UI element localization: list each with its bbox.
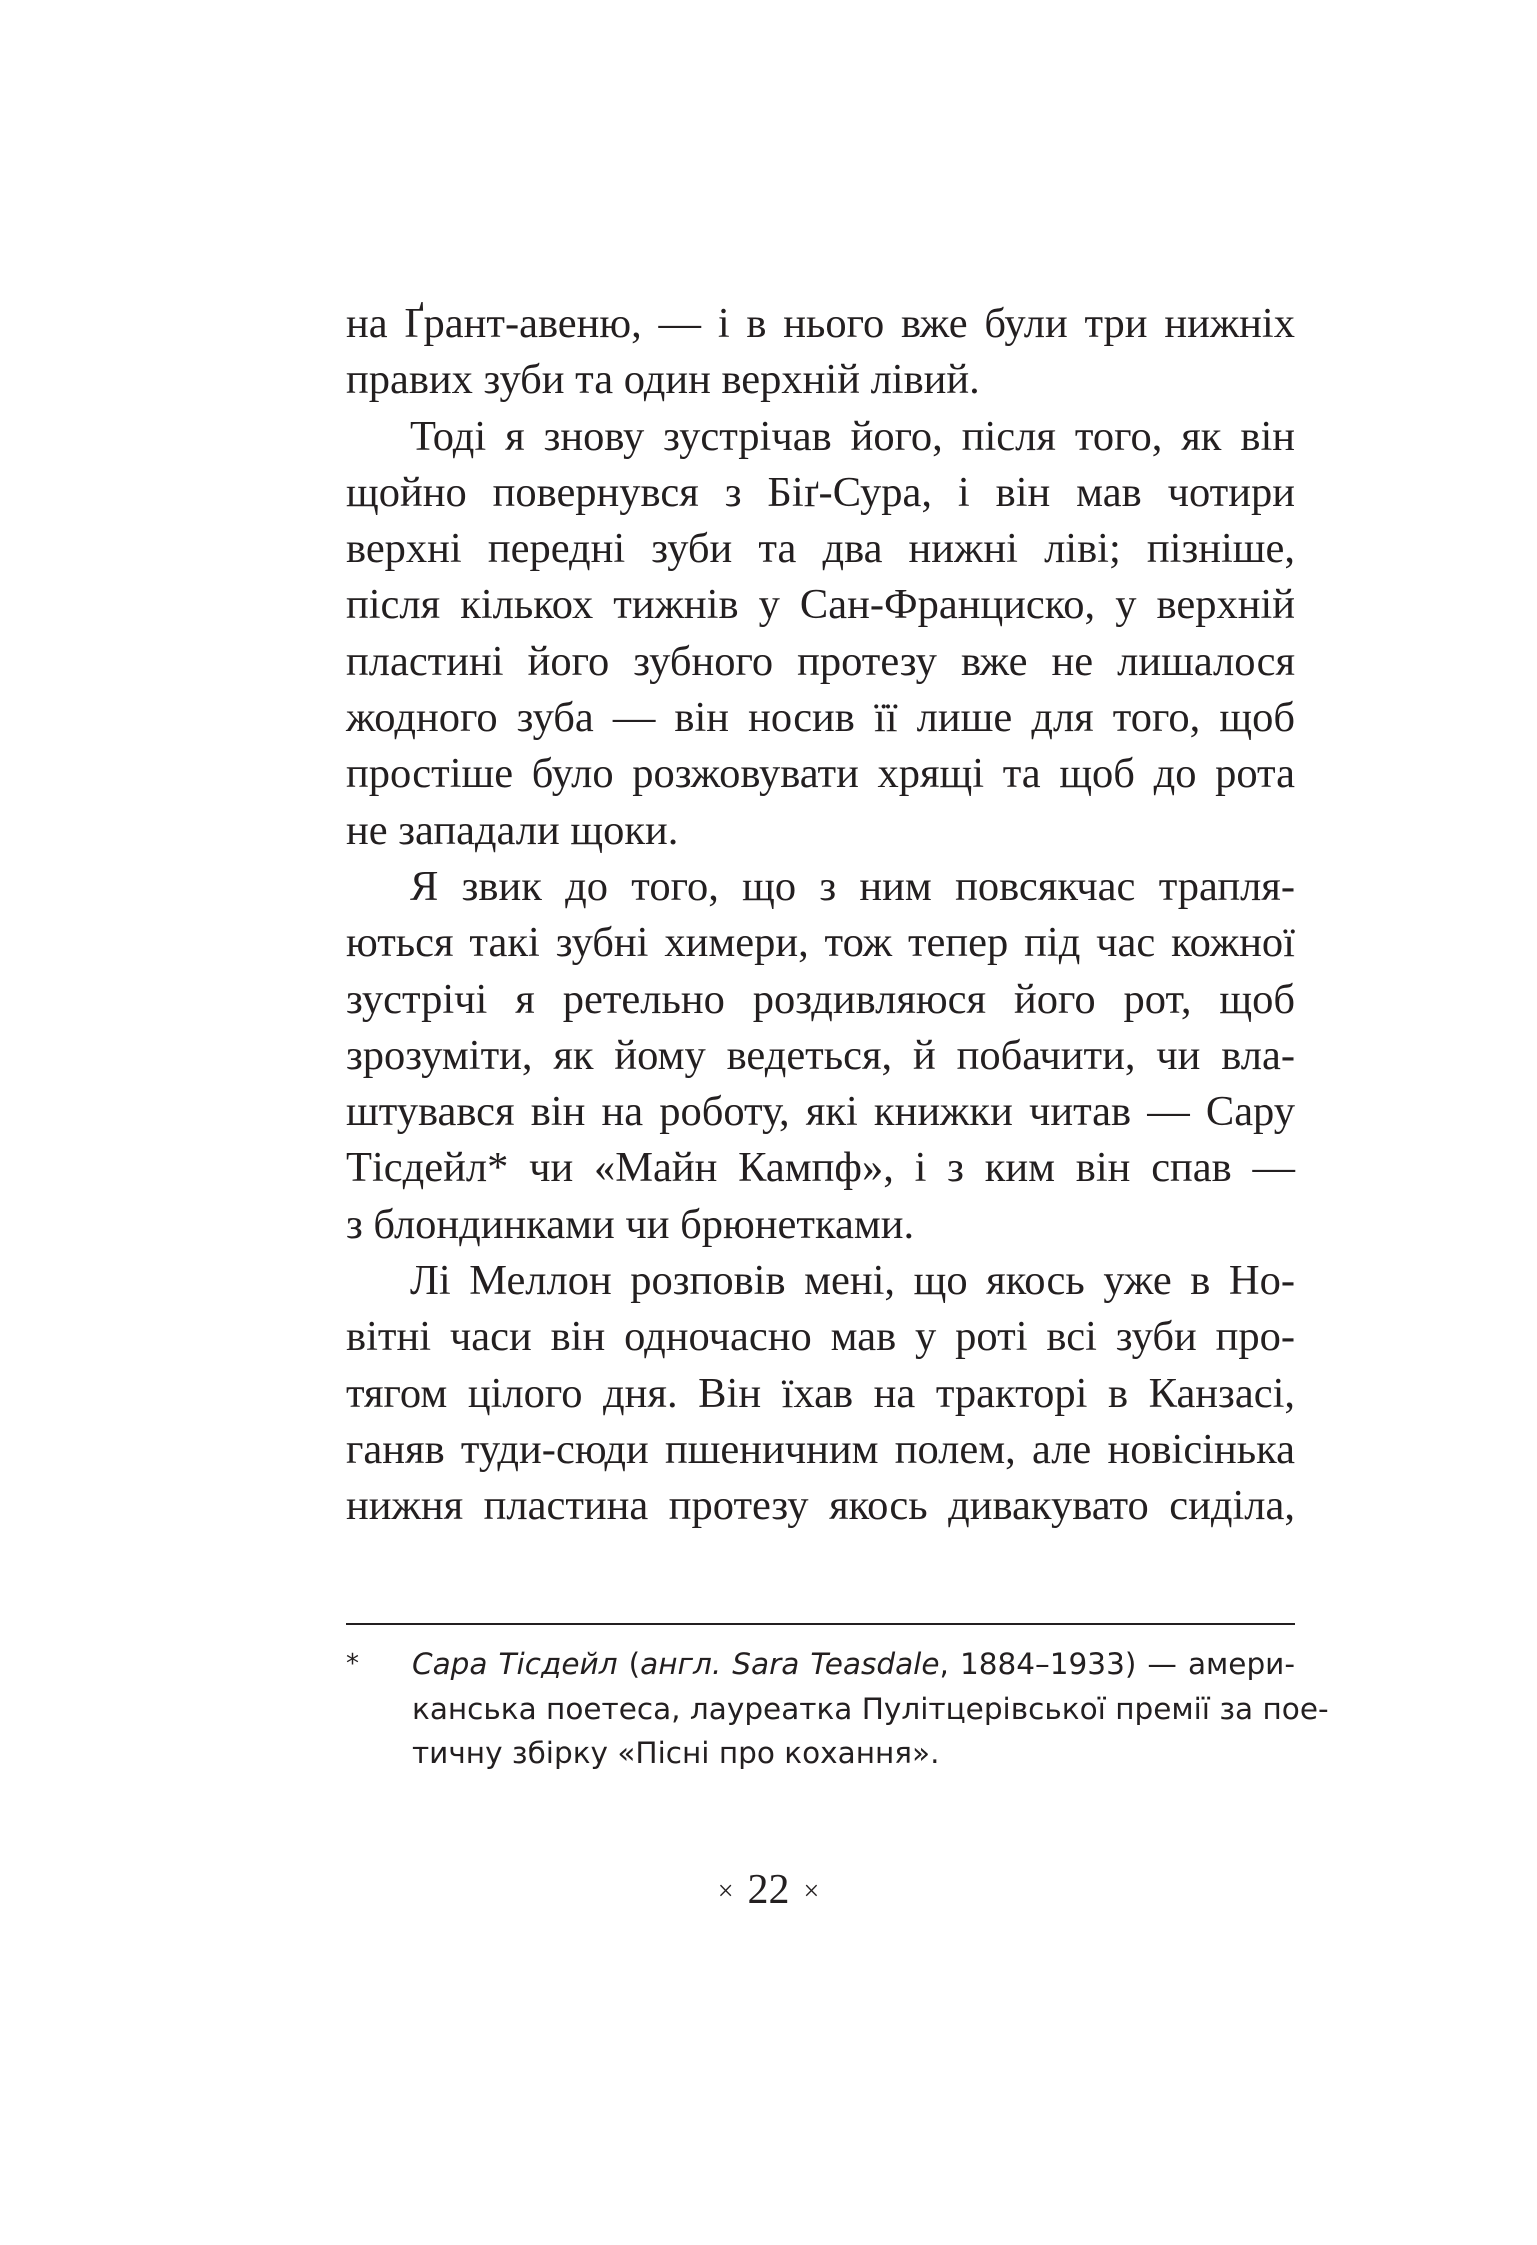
text-line: правих зуби та один верхній лівий. <box>346 356 980 404</box>
footnote-name: Сара Тісдейл <box>412 1647 618 1681</box>
text-line: тягом цілого дня. Він їхав на тракторі в Канзасі, <box>346 1369 1295 1417</box>
text-line-paragraph-start: Я звик до того, що з ним повсякчас трапля- <box>410 862 1295 910</box>
footnote-dates: , 1884–1933) — амери- <box>939 1647 1295 1681</box>
footnote-line: тичну збірку «Пісні про кохання». <box>412 1736 940 1770</box>
main-text <box>346 296 1295 1535</box>
text-line: простіше було розжовувати хрящі та щоб до рота <box>346 750 1295 798</box>
text-line: зустрічі я ретельно роздивляюся його рот, щоб <box>346 975 1295 1023</box>
ornament-left: × <box>717 1876 734 1907</box>
text-line: не западали щоки. <box>346 806 679 854</box>
page-number-footer <box>0 1862 1537 1920</box>
text-line: на Ґрант-авеню, — і в нього вже були три нижніх <box>346 300 1295 347</box>
footnote-separator <box>346 1623 1295 1625</box>
text-line: щойно повернувся з Біґ-Сура, і він мав чотири <box>346 468 1295 516</box>
footnote-paren: ( <box>617 1647 641 1681</box>
text-line: жодного зуба — він носив її лише для того, щоб <box>346 694 1295 742</box>
ornament-right: × <box>803 1876 820 1907</box>
text-line: Тісдейл* чи «Майн Кампф», і з ким він спав — <box>346 1144 1295 1192</box>
footnote-body <box>412 1642 1329 1776</box>
text-line-paragraph-start: Лі Меллон розповів мені, що якось уже в Но- <box>410 1257 1295 1305</box>
text-line: ються такі зубні химери, тож тепер під час кожної <box>346 919 1295 967</box>
text-line: після кількох тижнів у Сан-Франциско, у верхній <box>346 581 1295 629</box>
text-line: зрозуміти, як йому ведеться, й побачити, чи вла- <box>346 1031 1295 1079</box>
footnote-line <box>412 1642 1295 1687</box>
text-line: верхні передні зуби та два нижні ліві; пізніше, <box>346 525 1295 573</box>
text-line: вітні часи він одночасно мав у роті всі зуби про- <box>346 1313 1295 1361</box>
text-line: штувався він на роботу, які книжки читав — Сару <box>346 1088 1295 1136</box>
footnote-original-name: англ. Sara Teasdale <box>640 1647 940 1681</box>
text-line: нижня пластина протезу якось дивакувато сиділа, <box>346 1482 1295 1530</box>
text-line: ганяв туди-сюди пшеничним полем, але новісінька <box>346 1425 1295 1473</box>
footnote-line: канська поетеса, лауреатка Пулітцерівської премії за пое- <box>412 1691 1329 1726</box>
text-line: з блондинками чи брюнетками. <box>346 1200 915 1248</box>
footnote-marker: * <box>346 1649 359 1679</box>
text-line-paragraph-start: Тоді я знову зустрічав його, після того, як він <box>410 412 1295 460</box>
text-line: пластині його зубного протезу вже не лишалося <box>346 637 1295 685</box>
page-number: 22 <box>747 1867 790 1913</box>
